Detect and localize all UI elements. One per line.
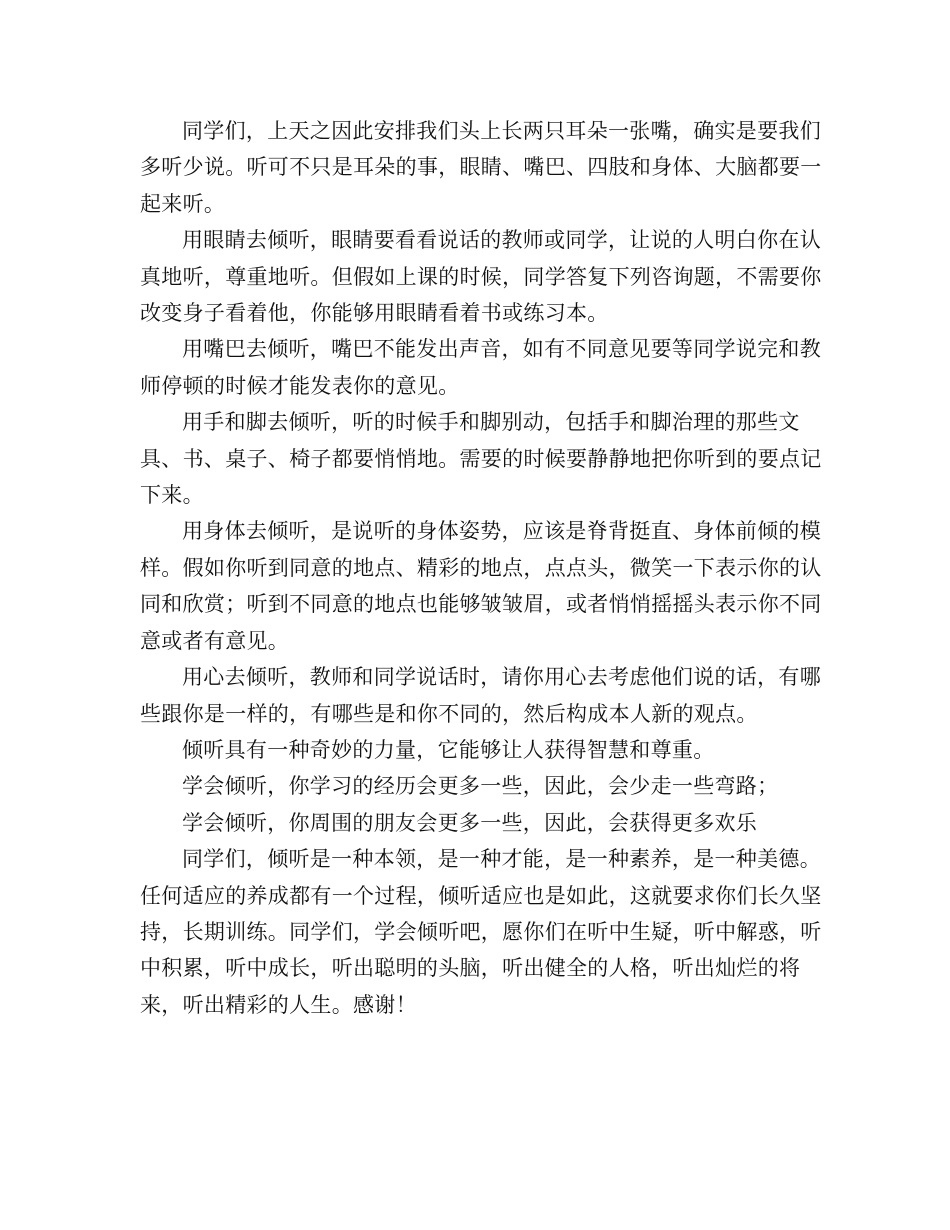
paragraph-listen-with-body: 用身体去倾听，是说听的身体姿势，应该是脊背挺直、身体前倾的模样。假如你听到同意的地点、精彩的地点，点点头，微笑一下表示你的认同和欣赏；听到不同意的地点也能够皱皱眉，或者悄悄摇摇头表示你不同意或者有意见。 xyxy=(140,519,822,653)
paragraph-conclusion: 同学们，倾听是一种本领，是一种才能，是一种素养，是一种美德。任何适应的养成都有一个过程，倾听适应也是如此，这就要求你们长久坚持，长期训练。同学们，学会倾听吧，愿你们在听中生疑，听中解惑，听中积累，听中成长，听出聪明的头脑，听出健全的人格，听出灿烂的将来，听出精彩的人生。感谢！ xyxy=(140,847,822,1017)
paragraph-learn-listening-2: 学会倾听，你周围的朋友会更多一些，因此，会获得更多欢乐 xyxy=(182,810,758,835)
paragraph-listen-with-heart: 用心去倾听，教师和同学说话时，请你用心去考虑他们说的话，有哪些跟你是一样的，有哪些是和你不同的，然后构成本人新的观点。 xyxy=(140,665,821,726)
paragraph-listen-with-hands-feet: 用手和脚去倾听，听的时候手和脚别动，包括手和脚治理的那些文具、书、桌子、椅子都要悄悄地。需要的时候要静静地把你听到的要点记下来。 xyxy=(140,410,822,508)
speech-text-body xyxy=(140,113,828,1023)
paragraph-intro: 同学们，上天之因此安排我们头上长两只耳朵一张嘴，确实是要我们多听少说。听可不只是耳朵的事，眼睛、嘴巴、四肢和身体、大脑都要一起来听。 xyxy=(140,119,822,216)
paragraph-power-of-listening: 倾听具有一种奇妙的力量，它能够让人获得智慧和尊重。 xyxy=(182,737,715,762)
paragraph-learn-listening-1: 学会倾听，你学习的经历会更多一些，因此，会少走一些弯路； xyxy=(182,774,779,799)
paragraph-listen-with-mouth: 用嘴巴去倾听，嘴巴不能发出声音，如有不同意见要等同学说完和教师停顿的时候才能发表你的意见。 xyxy=(140,337,821,398)
paragraph-listen-with-eyes: 用眼睛去倾听，眼睛要看看说话的教师或同学，让说的人明白你在认真地听，尊重地听。但假如上课的时候，同学答复下列咨询题，不需要你改变身子看着他，你能够用眼睛看着书或练习本。 xyxy=(140,228,822,326)
